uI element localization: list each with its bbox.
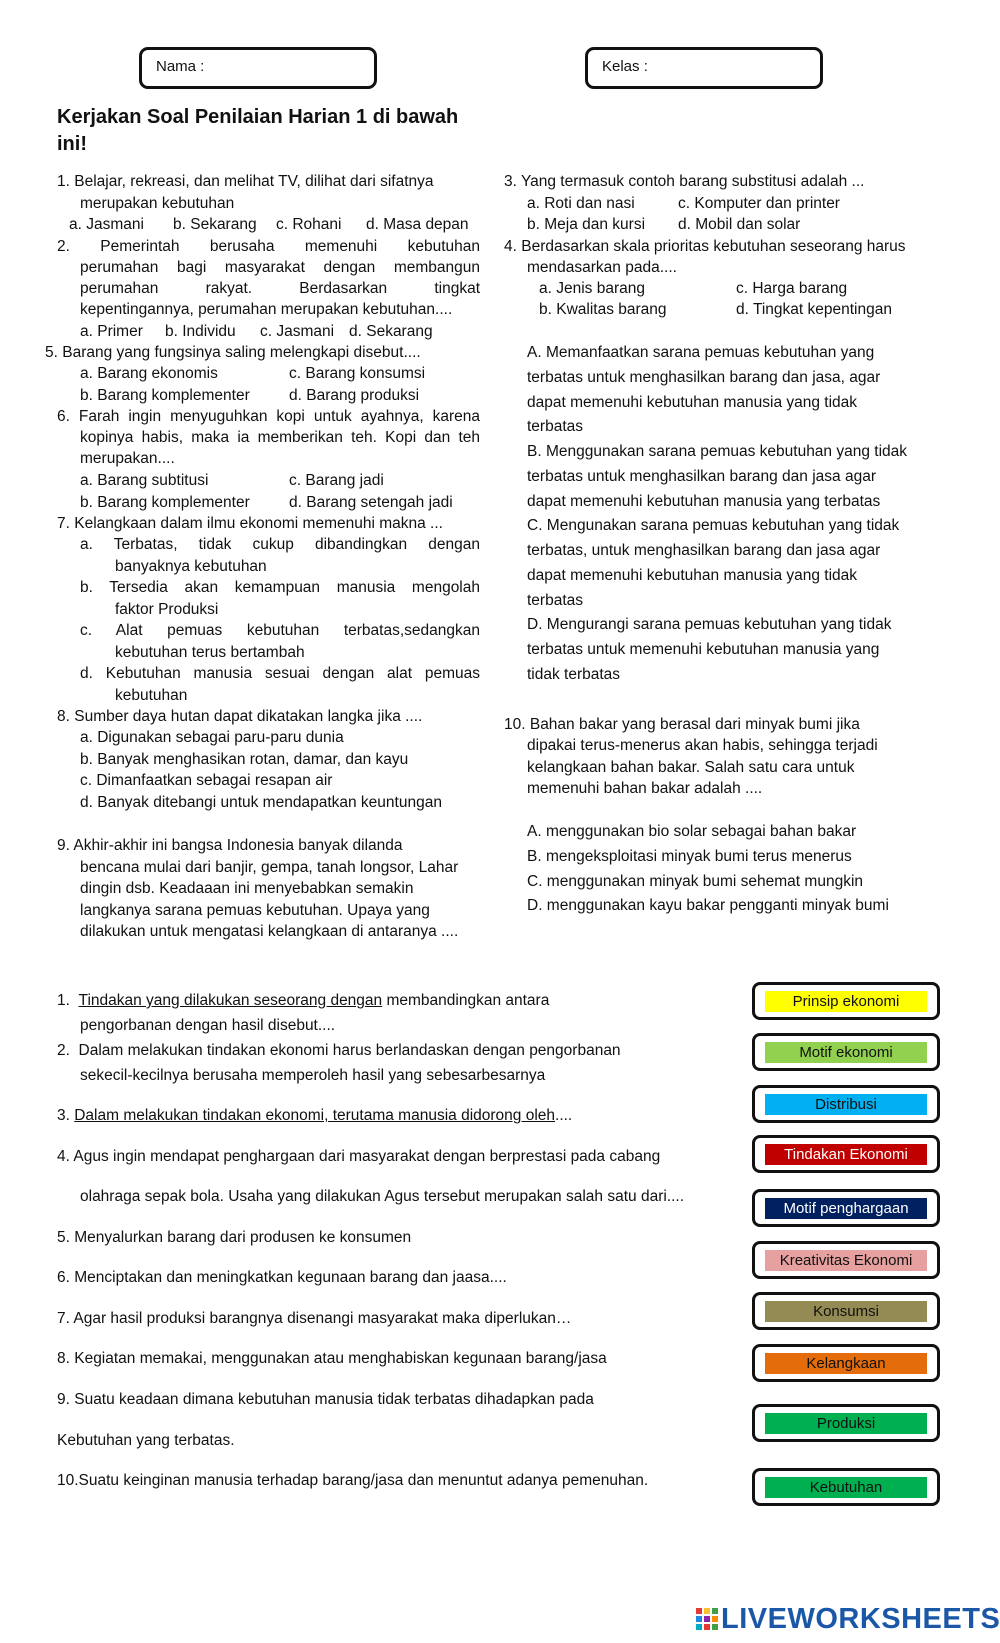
- match-statement-9-cont: Kebutuhan yang terbatas.: [57, 1432, 235, 1449]
- match-statement-6: 6. Menciptakan dan meningkatkan kegunaan barang dan jaasa....: [57, 1269, 507, 1286]
- q2-option-c: c. Jasmani: [260, 323, 335, 340]
- q7-option-b-cont: faktor Produksi: [115, 601, 219, 618]
- q10-option-c: C. menggunakan minyak bumi sehemat mungkin: [527, 873, 864, 890]
- answer-box[interactable]: [752, 1189, 940, 1227]
- q1-line: merupakan kebutuhan: [80, 195, 235, 212]
- q1-option-c: c. Rohani: [276, 216, 342, 233]
- q4-option-c: c. Harga barang: [736, 280, 848, 297]
- q10-line: 10. Bahan bakar yang berasal dari minyak bumi jika: [504, 716, 860, 733]
- q9-option-line: B. Menggunakan sarana pemuas kebutuhan yang tidak: [527, 443, 908, 460]
- match-statement-5: 5. Menyalurkan barang dari produsen ke konsumen: [57, 1229, 412, 1246]
- q9-line: langkanya sarana pemuas kebutuhan. Upaya yang: [80, 902, 430, 919]
- answer-box[interactable]: [752, 1241, 940, 1279]
- answer-box[interactable]: [752, 1468, 940, 1506]
- q5-option-a: a. Barang ekonomis: [80, 365, 218, 382]
- answer-box[interactable]: [752, 1135, 940, 1173]
- q7-option-d: d. Kebutuhan manusia sesuai dengan alat pemuas: [80, 665, 480, 682]
- q9-line: bencana mulai dari banjir, gempa, tanah longsor, Lahar: [80, 859, 459, 876]
- q2-option-a: a. Primer: [80, 323, 143, 340]
- q3-option-a: a. Roti dan nasi: [527, 195, 635, 212]
- q6-option-b: b. Barang komplementer: [80, 494, 250, 511]
- q9-line: dingin dsb. Keadaaan ini menyebabkan semakin: [80, 880, 414, 897]
- q6-option-c: c. Barang jadi: [289, 472, 384, 489]
- q9-option-line: terbatas, untuk menghasilkan barang dan jasa agar: [527, 542, 881, 559]
- answer-label: Kebutuhan: [765, 1477, 927, 1498]
- match-statement-1-cont: pengorbanan dengan hasil disebut....: [80, 1017, 336, 1034]
- q8-line: 8. Sumber daya hutan dapat dikatakan langka jika ....: [57, 708, 423, 725]
- q1-line: 1. Belajar, rekreasi, dan melihat TV, dilihat dari sifatnya: [57, 173, 434, 190]
- answer-label: Kelangkaan: [765, 1353, 927, 1374]
- q3-option-b: b. Meja dan kursi: [527, 216, 646, 233]
- q10-option-d: D. menggunakan kayu bakar pengganti minyak bumi: [527, 897, 889, 914]
- answer-label: Motif ekonomi: [765, 1042, 927, 1063]
- q4-option-a: a. Jenis barang: [539, 280, 645, 297]
- match-statement-2-cont: sekecil-kecilnya berusaha memperoleh hasil yang sebesarbesarnya: [80, 1067, 546, 1084]
- q4-line: mendasarkan pada....: [527, 259, 677, 276]
- q5-option-c: c. Barang konsumsi: [289, 365, 426, 382]
- answer-label: Motif penghargaan: [765, 1198, 927, 1219]
- kelas-field[interactable]: [585, 47, 823, 89]
- logo-grid-icon: [696, 1608, 718, 1630]
- q9-option-line: dapat memenuhi kebutuhan manusia yang terbatas: [527, 493, 881, 510]
- q7-line: 7. Kelangkaan dalam ilmu ekonomi memenuhi makna ...: [57, 515, 443, 532]
- match-statement-10: 10.Suatu keinginan manusia terhadap barang/jasa dan menuntut adanya pemenuhan.: [57, 1472, 649, 1489]
- q2-option-d: d. Sekarang: [349, 323, 433, 340]
- q6-option-d: d. Barang setengah jadi: [289, 494, 453, 511]
- q10-line: kelangkaan bahan bakar. Salah satu cara untuk: [527, 759, 855, 776]
- match-statement-4: 4. Agus ingin mendapat penghargaan dari masyarakat dengan berprestasi pada cabang: [57, 1148, 661, 1165]
- nama-field[interactable]: [139, 47, 377, 89]
- q7-option-a-cont: banyaknya kebutuhan: [115, 558, 267, 575]
- q2-line: kepentingannya, perumahan merupakan kebutuhan....: [80, 301, 453, 318]
- q5-option-d: d. Barang produksi: [289, 387, 420, 404]
- q10-line: memenuhi bahan bakar adalah ....: [527, 780, 763, 797]
- liveworksheets-logo: [696, 1603, 1000, 1635]
- q8-option-a: a. Digunakan sebagai paru-paru dunia: [80, 729, 344, 746]
- q9-line: dilakukan untuk mengatasi kelangkaan di antaranya ....: [80, 923, 459, 940]
- match-statement-3-underlined: Dalam melakukan tindakan ekonomi, terutama manusia didorong oleh: [74, 1107, 556, 1124]
- q3-line: 3. Yang termasuk contoh barang substitusi adalah ...: [504, 173, 865, 190]
- q2-line: perumahan bagi masyarakat dengan membangun: [80, 259, 480, 276]
- match-statement-3-number: 3.: [57, 1107, 75, 1124]
- answer-box[interactable]: [752, 982, 940, 1020]
- answer-box[interactable]: [752, 1344, 940, 1382]
- q8-option-c: c. Dimanfaatkan sebagai resapan air: [80, 772, 333, 789]
- q1-option-a: a. Jasmani: [69, 216, 144, 233]
- q4-option-d: d. Tingkat kepentingan: [736, 301, 892, 318]
- answer-label: Konsumsi: [765, 1301, 927, 1322]
- logo-text: LIVEWORKSHEETS: [721, 1602, 1000, 1635]
- q6-line: merupakan....: [80, 450, 175, 467]
- match-statement-3: [57, 1105, 572, 1126]
- match-statement-1: 1. Tindakan yang dilakukan seseorang dengan membandingkan antara: [57, 992, 550, 1009]
- q7-option-b: b. Tersedia akan kemampuan manusia mengolah: [80, 579, 480, 596]
- match-statement-1-underlined: Tindakan yang dilakukan seseorang dengan: [78, 992, 383, 1009]
- q7-option-c: c. Alat pemuas kebutuhan terbatas,sedangkan: [80, 622, 480, 639]
- q3-option-c: c. Komputer dan printer: [678, 195, 840, 212]
- q9-line: 9. Akhir-akhir ini bangsa Indonesia banyak dilanda: [57, 837, 403, 854]
- answer-label: Prinsip ekonomi: [765, 991, 927, 1012]
- q9-option-line: dapat memenuhi kebutuhan manusia yang tidak: [527, 394, 858, 411]
- match-statement-9: 9. Suatu keadaan dimana kebutuhan manusia tidak terbatas dihadapkan pada: [57, 1391, 594, 1408]
- q6-line: kopinya habis, maka ia memberikan teh. Kopi dan teh: [80, 429, 480, 446]
- q6-line: 6. Farah ingin menyuguhkan kopi untuk ayahnya, karena: [57, 408, 480, 425]
- answer-label: Kreativitas Ekonomi: [765, 1250, 927, 1271]
- answer-label: Tindakan Ekonomi: [765, 1144, 927, 1165]
- q8-option-b: b. Banyak menghasikan rotan, damar, dan kayu: [80, 751, 409, 768]
- nama-label: Nama :: [156, 58, 205, 75]
- q5-option-b: b. Barang komplementer: [80, 387, 250, 404]
- q1-option-b: b. Sekarang: [173, 216, 257, 233]
- match-statement-8: 8. Kegiatan memakai, menggunakan atau menghabiskan kegunaan barang/jasa: [57, 1350, 607, 1367]
- q9-option-line: terbatas: [527, 592, 584, 609]
- match-statement-4-cont: olahraga sepak bola. Usaha yang dilakukan Agus tersebut merupakan salah satu dari....: [80, 1188, 685, 1205]
- answer-box[interactable]: [752, 1033, 940, 1071]
- page-title: Kerjakan Soal Penilaian Harian 1 di bawah ini!: [57, 106, 459, 155]
- answer-box[interactable]: [752, 1404, 940, 1442]
- q4-option-b: b. Kwalitas barang: [539, 301, 667, 318]
- q2-option-b: b. Individu: [165, 323, 236, 340]
- q10-option-a: A. menggunakan bio solar sebagai bahan bakar: [527, 823, 857, 840]
- answer-label: Distribusi: [765, 1094, 927, 1115]
- q10-option-b: B. mengeksploitasi minyak bumi terus menerus: [527, 848, 852, 865]
- q10-line: dipakai terus-menerus akan habis, sehingga terjadi: [527, 737, 878, 754]
- q9-option-line: D. Mengurangi sarana pemuas kebutuhan yang tidak: [527, 616, 892, 633]
- kelas-label: Kelas :: [602, 58, 648, 75]
- q4-line: 4. Berdasarkan skala prioritas kebutuhan seseorang harus: [504, 238, 906, 255]
- q7-option-a: a. Terbatas, tidak cukup dibandingkan dengan: [80, 536, 480, 553]
- q8-option-d: d. Banyak ditebangi untuk mendapatkan keuntungan: [80, 794, 442, 811]
- q1-option-d: d. Masa depan: [366, 216, 469, 233]
- q9-option-line: terbatas untuk menghasilkan barang dan jasa agar: [527, 468, 876, 485]
- q9-option-line: terbatas untuk memenuhi kebutuhan manusia yang: [527, 641, 880, 658]
- match-statement-2-text: Dalam melakukan tindakan ekonomi harus berlandaskan dengan pengorbanan: [78, 1042, 621, 1059]
- q9-option-line: dapat memenuhi kebutuhan manusia yang tidak: [527, 567, 858, 584]
- q9-option-line: A. Memanfaatkan sarana pemuas kebutuhan yang: [527, 344, 875, 361]
- q2-line: perumahan rakyat. Berdasarkan tingkat: [80, 280, 480, 297]
- answer-box[interactable]: [752, 1085, 940, 1123]
- answer-label: Produksi: [765, 1413, 927, 1434]
- q6-option-a: a. Barang subtitusi: [80, 472, 209, 489]
- q7-option-c-cont: kebutuhan terus bertambah: [115, 644, 305, 661]
- match-statement-7: 7. Agar hasil produksi barangnya disenangi masyarakat maka diperlukan…: [57, 1310, 572, 1327]
- match-statement-2: 2. Dalam melakukan tindakan ekonomi harus berlandaskan dengan pengorbanan: [57, 1042, 621, 1059]
- match-statement-1-rest: membandingkan antara: [382, 992, 550, 1009]
- match-statement-3-rest: ....: [555, 1107, 573, 1124]
- answer-box[interactable]: [752, 1292, 940, 1330]
- q9-option-line: C. Mengunakan sarana pemuas kebutuhan yang tidak: [527, 517, 900, 534]
- q5-line: 5. Barang yang fungsinya saling melengkapi disebut....: [45, 344, 421, 361]
- q9-option-line: terbatas untuk menghasilkan barang dan jasa, agar: [527, 369, 881, 386]
- q7-option-d-cont: kebutuhan: [115, 687, 188, 704]
- q9-option-line: tidak terbatas: [527, 666, 621, 683]
- q3-option-d: d. Mobil dan solar: [678, 216, 801, 233]
- q2-line: 2. Pemerintah berusaha memenuhi kebutuhan: [57, 238, 480, 255]
- q9-option-line: terbatas: [527, 418, 584, 435]
